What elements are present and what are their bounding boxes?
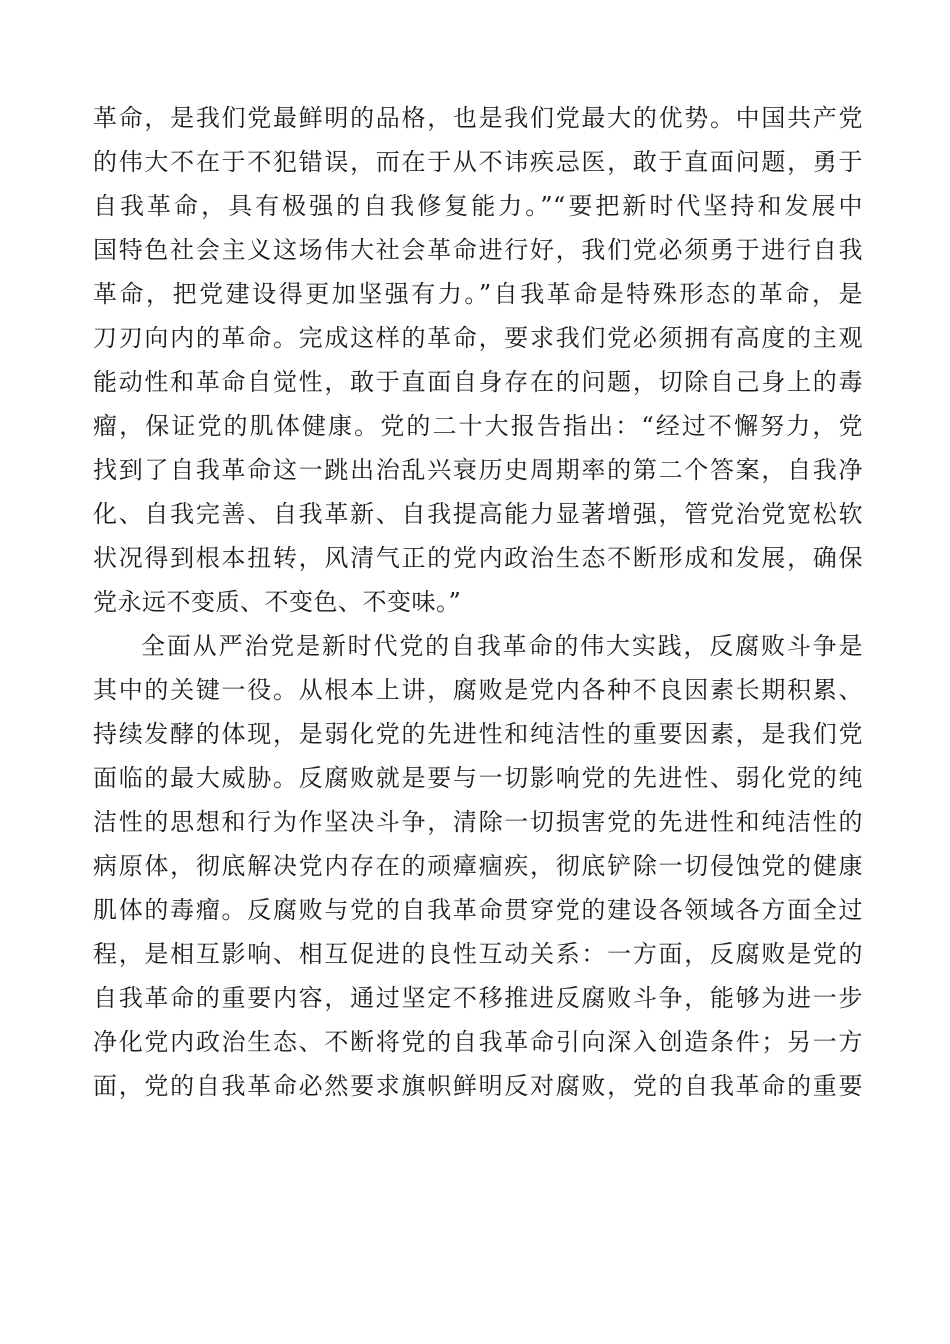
- body-text: [93, 96, 863, 1108]
- paragraph-line: 的伟大不在于不犯错误，而在于从不讳疾忌医，敢于直面问题，勇于: [93, 148, 863, 176]
- paragraph-line: 国特色社会主义这场伟大社会革命进行好，我们党必须勇于进行自我: [93, 236, 863, 264]
- paragraph-line: 瘤，保证党的肌体健康。党的二十大报告指出：“经过不懈努力，党: [93, 412, 863, 440]
- paragraph-line: 肌体的毒瘤。反腐败与党的自我革命贯穿党的建设各领域各方面全过: [93, 896, 863, 924]
- paragraph-line: 找到了自我革命这一跳出治乱兴衰历史周期率的第二个答案，自我净: [93, 456, 863, 484]
- paragraph-2: [93, 624, 863, 1108]
- paragraph-line: 洁性的思想和行为作坚决斗争，清除一切损害党的先进性和纯洁性的: [93, 808, 863, 836]
- paragraph-line: 面，党的自我革命必然要求旗帜鲜明反对腐败，党的自我革命的重要: [93, 1072, 863, 1100]
- paragraph-line: 刀刃向内的革命。完成这样的革命，要求我们党必须拥有高度的主观: [93, 324, 863, 352]
- paragraph-line: 化、自我完善、自我革新、自我提高能力显著增强，管党治党宽松软: [93, 500, 863, 528]
- paragraph-line: 净化党内政治生态、不断将党的自我革命引向深入创造条件；另一方: [93, 1028, 863, 1056]
- paragraph-line: 病原体，彻底解决党内存在的顽瘴痼疾，彻底铲除一切侵蚀党的健康: [93, 852, 863, 880]
- paragraph-line: 党永远不变质、不变色、不变味。”: [93, 588, 462, 616]
- paragraph-line: 自我革命，具有极强的自我修复能力。”“要把新时代坚持和发展中: [93, 192, 863, 220]
- paragraph-line: 面临的最大威胁。反腐败就是要与一切影响党的先进性、弱化党的纯: [93, 764, 863, 792]
- paragraph-line: 全面从严治党是新时代党的自我革命的伟大实践，反腐败斗争是: [141, 632, 863, 660]
- paragraph-line: 持续发酵的体现，是弱化党的先进性和纯洁性的重要因素，是我们党: [93, 720, 863, 748]
- paragraph-line: 程，是相互影响、相互促进的良性互动关系：一方面，反腐败是党的: [93, 940, 863, 968]
- paragraph-line: 能动性和革命自觉性，敢于直面自身存在的问题，切除自己身上的毒: [93, 368, 863, 396]
- paragraph-line: 革命，是我们党最鲜明的品格，也是我们党最大的优势。中国共产党: [93, 104, 863, 132]
- paragraph-line: 革命，把党建设得更加坚强有力。”自我革命是特殊形态的革命，是: [93, 280, 863, 308]
- paragraph-line: 自我革命的重要内容，通过坚定不移推进反腐败斗争，能够为进一步: [93, 984, 863, 1012]
- paragraph-line: 状况得到根本扭转，风清气正的党内政治生态不断形成和发展，确保: [93, 544, 863, 572]
- paragraph-1: [93, 96, 863, 624]
- paragraph-line: 其中的关键一役。从根本上讲，腐败是党内各种不良因素长期积累、: [93, 676, 863, 704]
